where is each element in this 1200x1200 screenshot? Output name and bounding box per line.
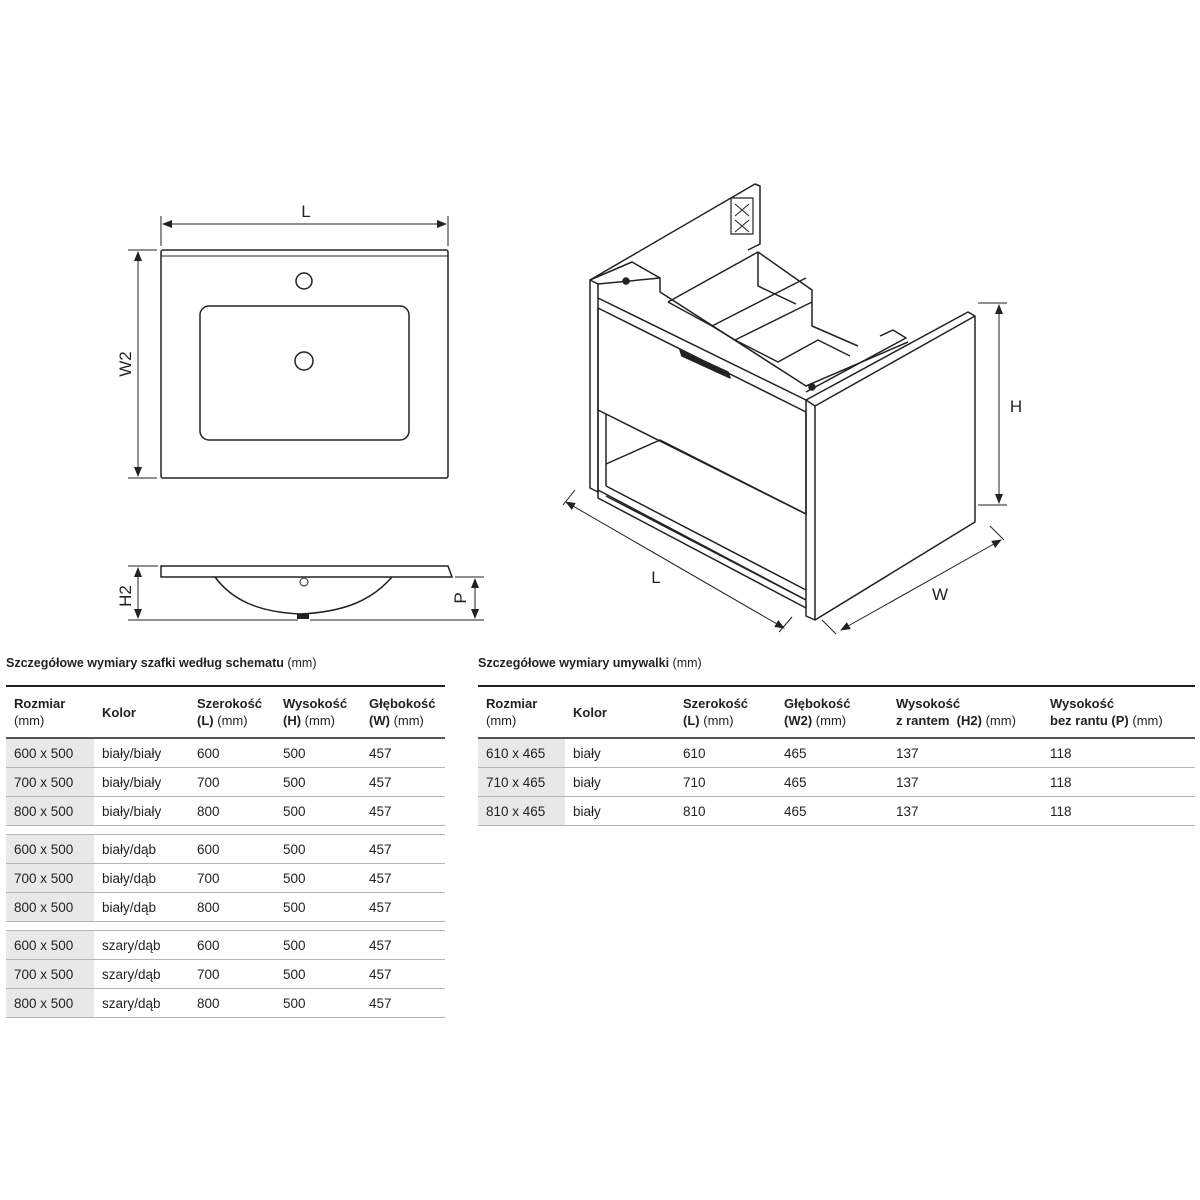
cell-color: biały/dąb <box>94 893 189 922</box>
label-H: H <box>1009 397 1023 416</box>
label-L-cabinet: L <box>651 568 661 587</box>
group-separator <box>6 826 445 835</box>
cell-color: biały/biały <box>94 768 189 797</box>
cell-color: biały <box>565 738 675 768</box>
cell-height-no-rim: 118 <box>1042 768 1195 797</box>
cell-height: 500 <box>275 931 361 960</box>
cell-color: szary/dąb <box>94 960 189 989</box>
column-header-color: Kolor <box>102 704 136 720</box>
table-row <box>6 960 445 989</box>
table-row <box>6 864 445 893</box>
cell-color: biały <box>565 768 675 797</box>
basin-heading-text: Szczegółowe wymiary umywalki <box>478 656 670 670</box>
cell-width: 710 <box>675 768 776 797</box>
cabinet-dimensions-table <box>6 685 445 1018</box>
cell-width: 700 <box>189 864 275 893</box>
cell-height-rim: 137 <box>888 768 1042 797</box>
cell-depth: 465 <box>776 738 888 768</box>
basin-table-heading <box>478 656 702 670</box>
cell-color: biały/dąb <box>94 864 189 893</box>
label-W: W <box>931 585 949 604</box>
table-row <box>6 835 445 864</box>
cell-color: biały/dąb <box>94 835 189 864</box>
label-L-top: L <box>301 202 311 221</box>
cell-height-no-rim: 118 <box>1042 797 1195 826</box>
cell-width: 700 <box>189 768 275 797</box>
cell-height: 500 <box>275 864 361 893</box>
drain-hole-icon <box>295 352 313 370</box>
column-header-height-rim: Wysokość z rantem (H2) (mm) <box>896 696 1016 728</box>
table-row <box>6 893 445 922</box>
basin-dimensions-table <box>478 685 1195 826</box>
cell-depth: 457 <box>361 864 445 893</box>
table-row <box>478 738 1195 768</box>
cell-color: szary/dąb <box>94 931 189 960</box>
cell-size: 700 x 500 <box>6 768 94 797</box>
cabinet-table-heading <box>6 656 317 670</box>
cell-depth: 457 <box>361 893 445 922</box>
cell-width: 800 <box>189 989 275 1018</box>
cell-height: 500 <box>275 768 361 797</box>
basin-side-dimensions <box>128 566 484 620</box>
cell-size: 810 x 465 <box>478 797 565 826</box>
cabinet-hole-right-icon <box>809 384 815 390</box>
cell-depth: 457 <box>361 738 445 768</box>
column-header-depth: Głębokość (W) (mm) <box>369 696 436 728</box>
wall-hanger-icon <box>731 198 753 234</box>
cell-color: biały <box>565 797 675 826</box>
table-header-row <box>6 686 445 738</box>
cell-height: 500 <box>275 797 361 826</box>
column-header-height: Wysokość (H) (mm) <box>283 696 348 728</box>
cell-size: 610 x 465 <box>478 738 565 768</box>
dimension-line-L-cabinet <box>566 502 784 628</box>
basin-side-view <box>161 566 452 619</box>
cell-height-rim: 137 <box>888 797 1042 826</box>
table-row <box>478 768 1195 797</box>
tap-hole-icon <box>296 273 312 289</box>
cell-size: 700 x 500 <box>6 960 94 989</box>
basin-outline <box>161 250 448 478</box>
cell-width: 810 <box>675 797 776 826</box>
cell-depth: 457 <box>361 835 445 864</box>
cell-height: 500 <box>275 893 361 922</box>
cell-color: biały/biały <box>94 797 189 826</box>
cell-height-rim: 137 <box>888 738 1042 768</box>
cell-width: 800 <box>189 893 275 922</box>
column-header-width: Szerokość (L) (mm) <box>197 696 263 728</box>
column-header-size: Rozmiar (mm) <box>14 696 66 728</box>
dimension-line-W <box>841 540 1001 630</box>
column-header-size: Rozmiar (mm) <box>486 696 538 728</box>
cell-depth: 457 <box>361 797 445 826</box>
cabinet-heading-text: Szczegółowe wymiary szafki według schematu <box>6 656 284 670</box>
tap-hole-side-icon <box>300 578 308 586</box>
basin-top-view <box>161 250 448 478</box>
column-header-color: Kolor <box>573 704 607 720</box>
cell-depth: 457 <box>361 989 445 1018</box>
cell-size: 800 x 500 <box>6 989 94 1018</box>
cell-size: 710 x 465 <box>478 768 565 797</box>
cell-width: 600 <box>189 835 275 864</box>
label-W2: W2 <box>116 351 135 377</box>
table-row <box>6 931 445 960</box>
column-header-depth: Głębokość (W2) (mm) <box>784 696 851 728</box>
column-header-width: Szerokość (L) (mm) <box>683 696 749 728</box>
cell-size: 600 x 500 <box>6 835 94 864</box>
cell-size: 800 x 500 <box>6 797 94 826</box>
table-header-row <box>478 686 1195 738</box>
cell-width: 610 <box>675 738 776 768</box>
cell-color: biały/biały <box>94 738 189 768</box>
cabinet-heading-unit: (mm) <box>287 656 317 670</box>
cabinet-isometric <box>590 184 975 620</box>
cell-height-no-rim: 118 <box>1042 738 1195 768</box>
cell-height: 500 <box>275 989 361 1018</box>
table-row <box>478 797 1195 826</box>
table-row <box>6 989 445 1018</box>
table-row <box>6 797 445 826</box>
cell-height: 500 <box>275 738 361 768</box>
cell-depth: 465 <box>776 797 888 826</box>
basin-heading-unit: (mm) <box>672 656 702 670</box>
cell-width: 700 <box>189 960 275 989</box>
label-H2: H2 <box>116 585 135 607</box>
cell-depth: 457 <box>361 931 445 960</box>
cell-width: 600 <box>189 738 275 768</box>
table-row <box>6 768 445 797</box>
cell-height: 500 <box>275 960 361 989</box>
table-row <box>6 738 445 768</box>
column-header-height-no-rim: Wysokość bez rantu (P) (mm) <box>1050 696 1163 728</box>
cell-width: 600 <box>189 931 275 960</box>
cell-size: 600 x 500 <box>6 931 94 960</box>
cell-color: szary/dąb <box>94 989 189 1018</box>
basin-top-dimensions <box>128 216 448 478</box>
cell-depth: 457 <box>361 960 445 989</box>
cell-depth: 457 <box>361 768 445 797</box>
basin-bowl <box>200 306 409 440</box>
group-separator <box>6 922 445 931</box>
cell-size: 800 x 500 <box>6 893 94 922</box>
label-P: P <box>451 592 470 604</box>
cell-depth: 465 <box>776 768 888 797</box>
cell-width: 800 <box>189 797 275 826</box>
cell-size: 600 x 500 <box>6 738 94 768</box>
cell-height: 500 <box>275 835 361 864</box>
cell-size: 700 x 500 <box>6 864 94 893</box>
